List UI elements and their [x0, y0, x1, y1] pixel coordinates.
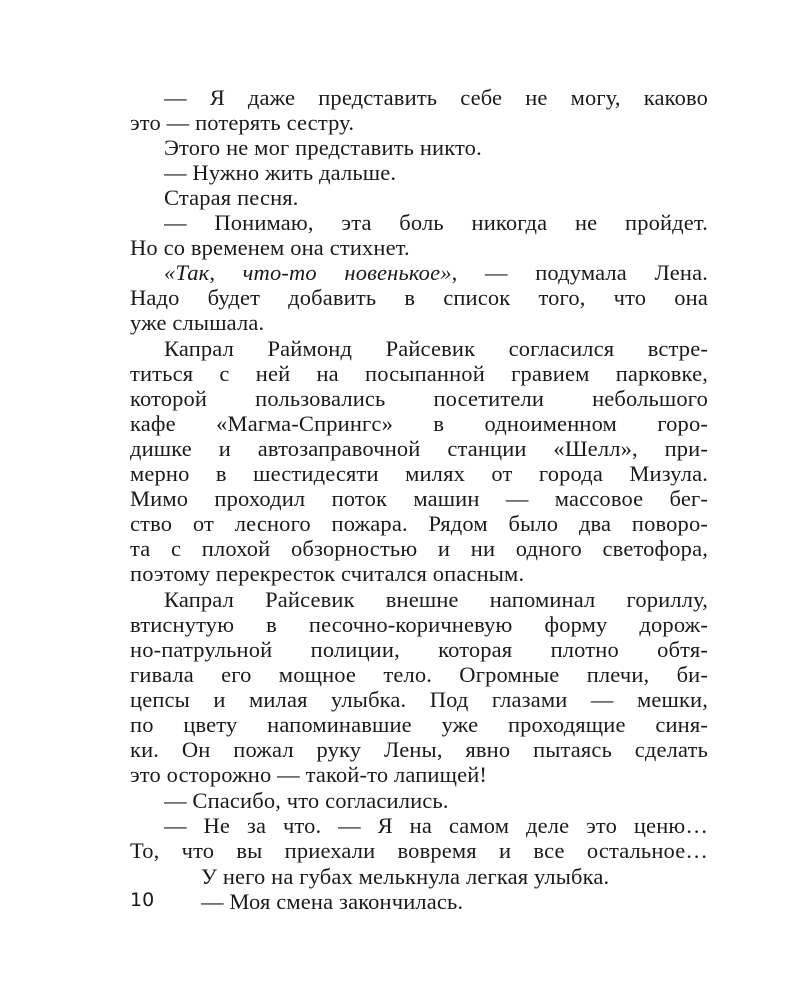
quote-attribution: , — подумала Лена.: [451, 260, 708, 285]
text-line: У него на губах мелькнула легкая улыбка.: [201, 864, 610, 889]
text-line: кафе «Магма-Спрингс» в одноименном горо-: [130, 411, 708, 436]
text-line: но-патрульной полиции, которая плотно обтя-: [130, 637, 708, 662]
text-line: Надо будет добавить в список того, что она: [130, 285, 708, 310]
text-line: та с плохой обзорностью и ни одного светофора,: [130, 536, 708, 561]
page-number: 10: [130, 889, 155, 911]
text-line: мерно в шестидесяти милях от города Мизула.: [130, 461, 708, 486]
text-line: гивала его мощное тело. Огромные плечи, би-: [130, 662, 708, 687]
text-line: Мимо проходил поток машин — массовое бег-: [130, 486, 708, 511]
text-line: — Моя смена закончилась.: [201, 889, 464, 914]
text-line: уже слышала.: [130, 310, 265, 335]
text-line: Капрал Раймонд Райсевик согласился встре-: [164, 336, 708, 361]
text-line: титься с ней на посыпанной гравием парковке,: [130, 361, 708, 386]
text-line: ки. Он пожал руку Лены, явно пытаясь сделать: [130, 737, 708, 762]
text-line: Капрал Райсевик внешне напоминал гориллу,: [164, 587, 708, 612]
text-line: — Нужно жить дальше.: [164, 160, 397, 185]
text-line: дишке и автозаправочной станции «Шелл», при-: [130, 436, 708, 461]
text-line: [164, 260, 708, 285]
text-line: это осторожно — такой-то лапищей!: [130, 762, 488, 787]
text-line: Но со временем она стихнет.: [130, 235, 410, 260]
text-line: — Я даже представить себе не могу, каково: [164, 85, 708, 110]
text-line: — Понимаю, эта боль никогда не пройдет.: [164, 210, 708, 235]
text-line: цепсы и милая улыбка. Под глазами — мешки,: [130, 687, 708, 712]
text-line: Этого не мог представить никто.: [164, 135, 482, 160]
text-line: втиснутую в песочно-коричневую форму дорож-: [130, 612, 708, 637]
text-line: Старая песня.: [164, 185, 299, 210]
text-line: это — потерять сестру.: [130, 110, 355, 135]
text-line: ство от лесного пожара. Рядом было два поворо-: [130, 511, 708, 536]
text-line: по цвету напоминавшие уже проходящие синя-: [130, 712, 708, 737]
text-line: поэтому перекресток считался опасным.: [130, 561, 525, 586]
italic-quote: «Так, что-то новенькое»: [164, 260, 452, 285]
text-line: То, что вы приехали вовремя и все остальное…: [130, 838, 708, 863]
text-line: которой пользовались посетители небольшого: [130, 386, 708, 411]
text-line: — Спасибо, что согласились.: [164, 788, 449, 813]
text-line: — Не за что. — Я на самом деле это ценю…: [164, 813, 708, 838]
